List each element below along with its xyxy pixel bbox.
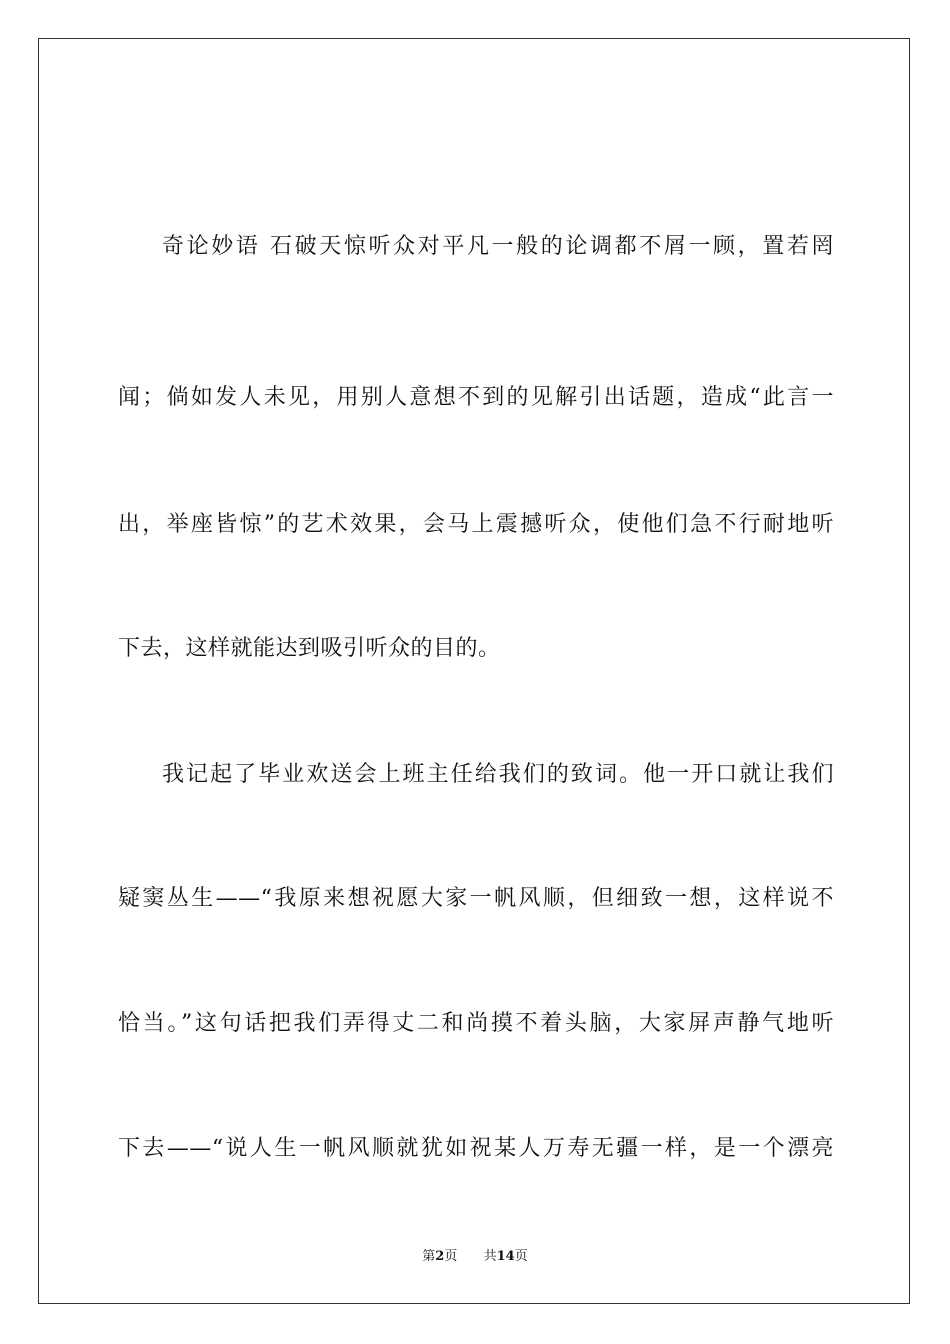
paragraph-1-line-4: 下去，这样就能达到吸引听众的目的。	[118, 636, 501, 661]
paragraph-2-line-3: 恰当。”这句话把我们弄得丈二和尚摸不着头脑，大家屏声静气地听	[118, 1011, 834, 1036]
paragraph-1-line-3: 出，举座皆惊”的艺术效果，会马上震撼听众，使他们急不行耐地听	[118, 512, 834, 537]
paragraph-2-line-1: 我记起了毕业欢送会上班主任给我们的致词。他一开口就让我们	[162, 762, 834, 787]
total-pages: 14	[496, 1249, 515, 1264]
page-indicator	[422, 1248, 457, 1266]
total-pages-indicator	[484, 1248, 528, 1266]
page-footer	[0, 1248, 950, 1266]
total-prefix: 共	[483, 1249, 497, 1264]
paragraph-1-line-2: 闻；倘如发人未见，用别人意想不到的见解引出话题，造成“此言一	[118, 385, 834, 410]
page-prefix: 第	[422, 1249, 436, 1264]
total-suffix: 页	[514, 1249, 528, 1264]
page-number: 2	[435, 1249, 445, 1264]
paragraph-2-line-4: 下去——“说人生一帆风顺就犹如祝某人万寿无疆一样，是一个漂亮	[118, 1136, 834, 1161]
page-suffix: 页	[444, 1249, 458, 1264]
paragraph-1-line-1: 奇论妙语 石破天惊听众对平凡一般的论调都不屑一顾，置若罔	[162, 234, 834, 259]
page-border	[38, 38, 910, 1304]
paragraph-2-line-2: 疑窦丛生——“我原来想祝愿大家一帆风顺，但细致一想，这样说不	[118, 886, 834, 911]
